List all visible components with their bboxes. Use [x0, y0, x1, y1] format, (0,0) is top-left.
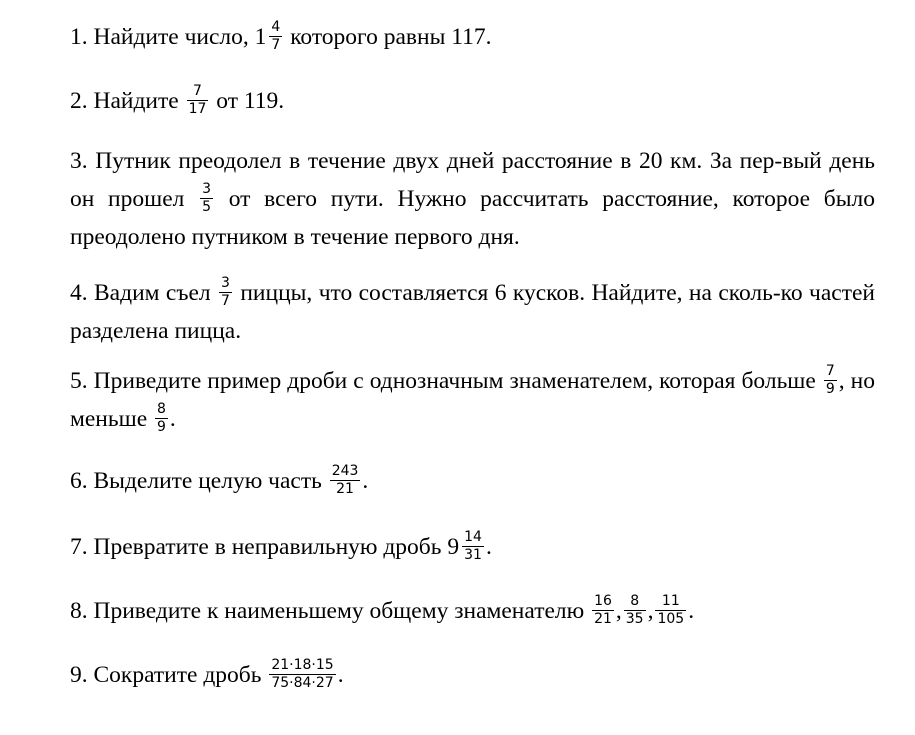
denominator: 7: [221, 293, 230, 310]
fraction: [269, 19, 282, 54]
mixed-whole-part: 1: [254, 24, 267, 50]
denominator: 9: [157, 419, 166, 436]
fraction: [655, 593, 686, 628]
fraction: [624, 593, 646, 628]
problem-text: Найдите число,: [87, 24, 255, 50]
fraction: [187, 83, 209, 118]
problem-text: .: [169, 406, 176, 433]
numerator: 21·18·15: [271, 657, 334, 674]
fraction: [219, 275, 232, 310]
problem-number: 8.: [70, 598, 88, 624]
denominator: 105: [657, 611, 685, 628]
problem-7: [70, 528, 875, 566]
problem-number: 9.: [70, 662, 88, 688]
fraction: [155, 401, 168, 436]
denominator: 21: [330, 480, 361, 498]
numerator: 16: [594, 593, 612, 610]
fraction-separator: ,: [647, 598, 654, 624]
fraction: [824, 363, 837, 398]
problem-text: .: [362, 468, 369, 494]
denominator: 75·84·27: [271, 675, 334, 692]
problem-text: Путник преодолел в течение двух дней расстояние в 20 км. За пер-вый день он прошел: [70, 148, 875, 212]
numerator: 14: [464, 529, 482, 546]
numerator: 243: [331, 463, 359, 480]
problem-text: от 119.: [210, 88, 285, 114]
problem-number: 3.: [70, 148, 88, 174]
problem-number: 6.: [70, 468, 88, 494]
problem-text: .: [485, 534, 492, 560]
fraction: [200, 181, 213, 216]
numerator: 3: [202, 181, 211, 198]
fraction: [462, 529, 484, 564]
problem-text: Приведите к наименьшему общему знаменателю: [87, 598, 591, 624]
problem-5: [70, 362, 875, 438]
problem-4: [70, 274, 875, 350]
problem-text: пиццы, что составляется 6 кусков. Найдите, на сколь-ко частей разделена пицца.: [70, 280, 875, 345]
problem-number: 4.: [70, 280, 88, 306]
numerator: 4: [271, 19, 281, 36]
problem-text: Найдите: [87, 88, 185, 114]
fraction-separator: ,: [615, 598, 622, 624]
problem-text: Превратите в неправильную дробь: [87, 534, 448, 560]
denominator: 31: [464, 547, 482, 564]
problem-text: .: [337, 662, 344, 688]
problem-9: [70, 656, 875, 694]
mixed-whole-part: 9: [447, 534, 460, 560]
fraction: [330, 463, 361, 498]
numerator: 8: [157, 401, 166, 418]
problem-text: от всего пути. Нужно рассчитать расстояние, которое было преодолено путником в течение первого дня.: [70, 186, 876, 251]
problem-text: Сократите дробь: [87, 662, 268, 688]
denominator: 7: [271, 37, 281, 54]
denominator: 5: [202, 199, 211, 216]
problem-number: 7.: [70, 534, 88, 560]
problem-text: Выделите целую часть: [87, 468, 328, 494]
problem-6: [70, 462, 875, 500]
problem-3: [70, 142, 875, 256]
denominator: 21: [594, 611, 612, 628]
numerator: 11: [661, 593, 680, 610]
fraction: [269, 657, 335, 692]
problem-number: 5.: [70, 368, 88, 394]
problem-text: которого равны 117.: [284, 24, 492, 50]
numerator: 3: [221, 275, 230, 292]
numerator: 7: [825, 363, 835, 380]
problem-8: [70, 592, 875, 630]
problem-text: Вадим съел: [87, 280, 218, 306]
problem-text: Приведите пример дроби с однозначным знаменателем, которая больше: [87, 368, 822, 394]
problem-2: [70, 82, 875, 120]
problem-text: , но меньше: [70, 368, 875, 433]
fraction: [592, 593, 614, 628]
problem-text: .: [688, 598, 695, 624]
problem-1: [70, 18, 875, 56]
denominator: 35: [625, 611, 644, 628]
denominator: 9: [825, 381, 835, 398]
problem-number: 1.: [70, 24, 88, 50]
numerator: 7: [193, 83, 202, 100]
numerator: 8: [630, 593, 640, 610]
problem-number: 2.: [70, 88, 88, 114]
denominator: 17: [188, 101, 207, 118]
